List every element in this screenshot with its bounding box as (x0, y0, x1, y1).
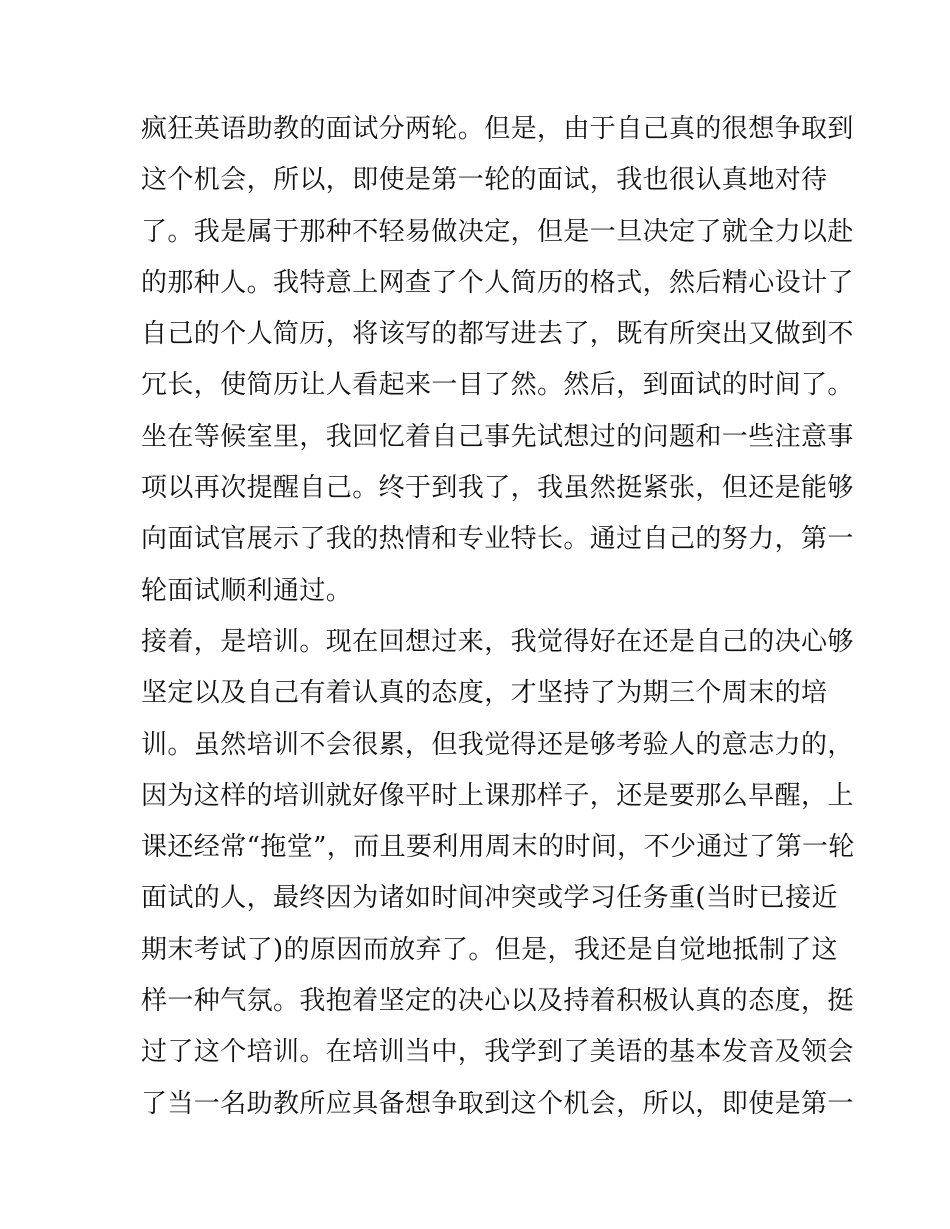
text-line: 期末考试了)的原因而放弃了。但是，我还是自觉地抵制了这 (141, 934, 838, 965)
text-line: 这个机会，所以，即使是第一轮的面试，我也很认真地对待 (141, 165, 828, 196)
text-line: 的那种人。我特意上网查了个人简历的格式，然后精心设计了 (141, 267, 854, 298)
text-line: 项以再次提醒自己。终于到我了，我虽然挺紧张，但还是能够 (141, 473, 854, 504)
text-line: 接着，是培训。现在回想过来，我觉得好在还是自己的决心够 (141, 626, 854, 657)
text-line: 轮面试顺利通过。 (141, 575, 353, 606)
text-line: 疯狂英语助教的面试分两轮。但是，由于自己真的很想争取到 (141, 114, 854, 144)
text-line: 冗长，使简历让人看起来一目了然。然后，到面试的时间了。 (141, 370, 854, 401)
text-line: 向面试官展示了我的热情和专业特长。通过自己的努力，第一 (141, 524, 854, 555)
text-line: 课还经常“拖堂”，而且要利用周末的时间，不少通过了第一轮 (141, 832, 855, 863)
body-text (141, 104, 855, 1130)
text-line: 了当一名助教所应具备想争取到这个机会，所以，即使是第一 (141, 1088, 854, 1119)
text-line: 坐在等候室里，我回忆着自己事先试想过的问题和一些注意事 (141, 421, 854, 452)
text-line: 因为这样的培训就好像平时上课那样子，还是要那么早醒，上 (141, 780, 854, 811)
text-line: 了。我是属于那种不轻易做决定，但是一旦决定了就全力以赴 (141, 216, 854, 247)
text-line: 自己的个人简历，将该写的都写进去了，既有所突出又做到不 (141, 319, 854, 350)
text-line: 面试的人，最终因为诸如时间冲突或学习任务重(当时已接近 (141, 883, 838, 914)
text-line: 训。虽然培训不会很累，但我觉得还是够考验人的意志力的， (141, 729, 854, 760)
text-line: 样一种气氛。我抱着坚定的决心以及持着积极认真的态度，挺 (141, 986, 854, 1017)
text-line: 坚定以及自己有着认真的态度，才坚持了为期三个周末的培 (141, 678, 828, 709)
text-line: 过了这个培训。在培训当中，我学到了美语的基本发音及领会 (141, 1037, 854, 1068)
